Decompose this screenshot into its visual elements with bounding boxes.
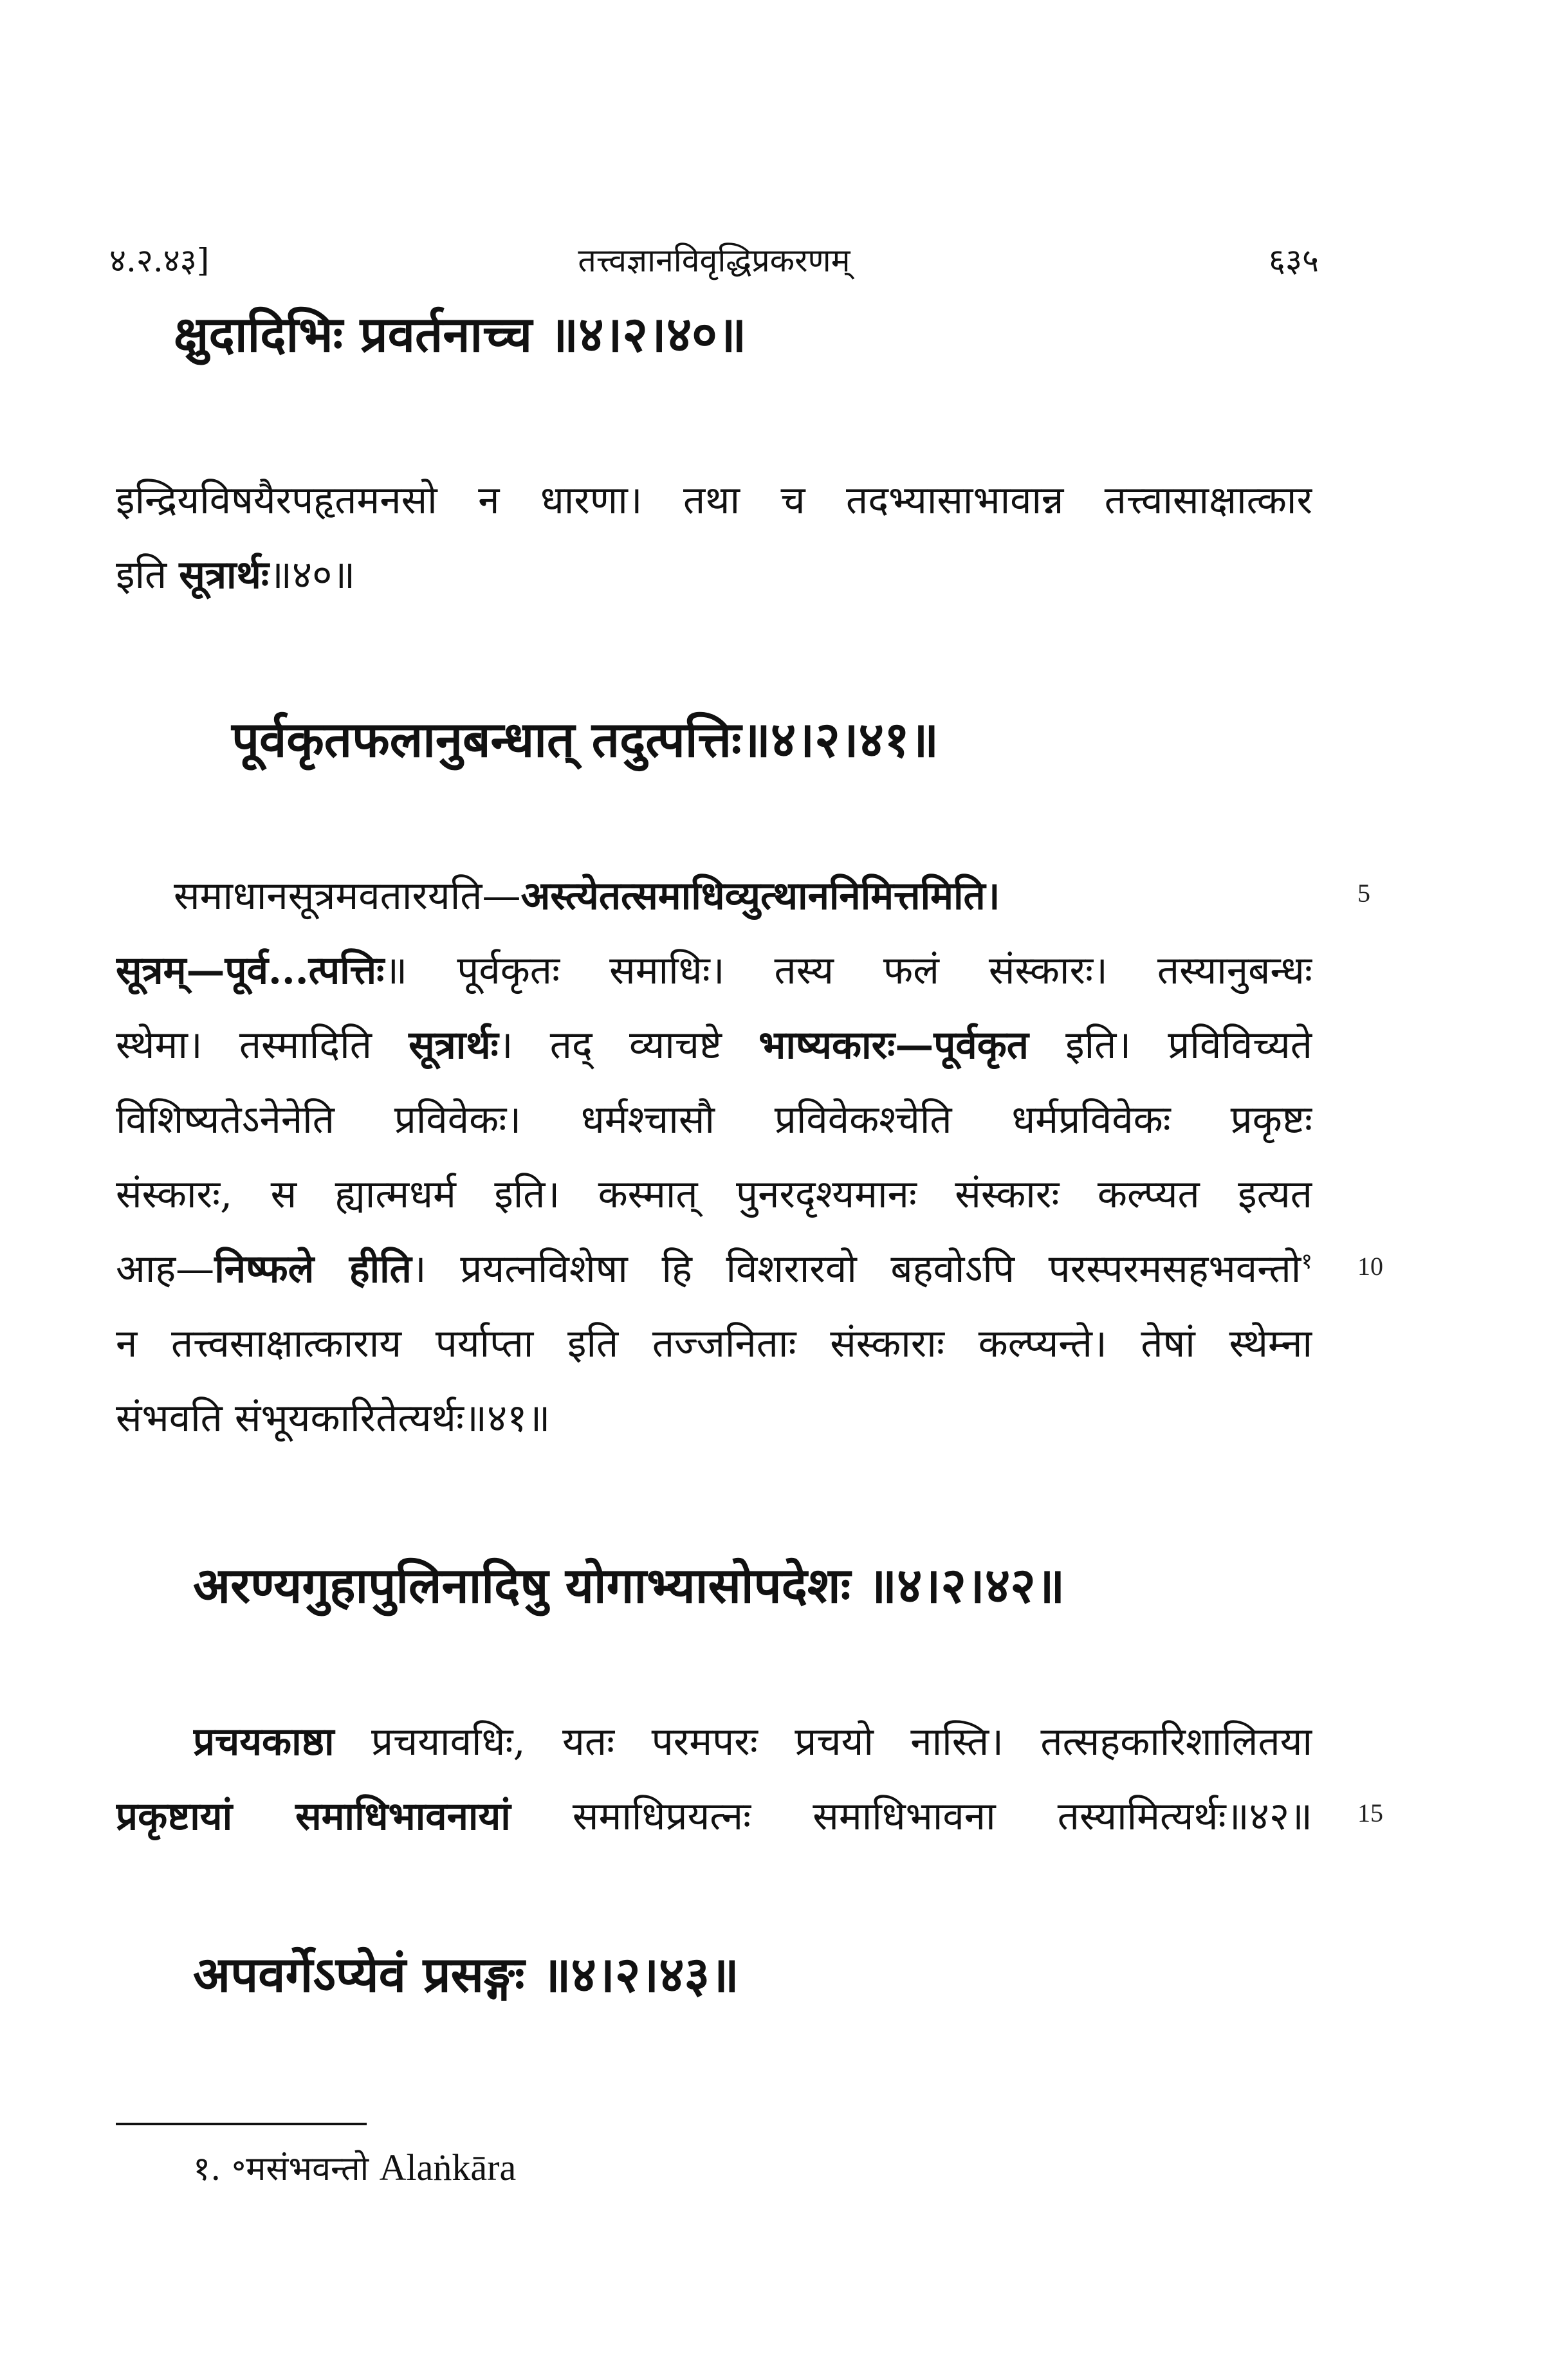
running-head: [109, 238, 1319, 283]
commentary-41-line-7: न तत्त्वसाक्षात्काराय पर्याप्ता इति तज्जनिताः संस्काराः कल्प्यन्ते। तेषां स्थेम्ना: [116, 1321, 1312, 1366]
commentary-40: [116, 463, 1312, 612]
line-number-10: 10: [1357, 1252, 1383, 1281]
sutra-4-2-43: अपवर्गेऽप्येवं प्रसङ्गः ॥४।२।४३॥: [193, 1946, 739, 2003]
text-run-bold: अस्त्येतत्समाधिव्युत्थाननिमित्तमिति।: [520, 874, 1000, 919]
commentary-41-line-3: [116, 1008, 1312, 1083]
text-run: समाधिप्रयत्नः समाधिभावना तस्यामित्यर्थः॥४२॥: [510, 1794, 1312, 1839]
commentary-41-line-4: विशिष्यतेऽनेनेति प्रविवेकः। धर्मश्चासौ प्रविवेकश्चेति धर्मप्रविवेकः प्रकृष्टः: [116, 1097, 1312, 1142]
footnote-text: ॰मसंभवन्तो: [232, 2150, 380, 2188]
commentary-41-line-5: संस्कारः, स ह्यात्मधर्म इति। कस्मात् पुनरदृश्यमानः संस्कारः कल्प्यत इत्यत: [116, 1172, 1312, 1217]
commentary-41-line-8: संभवति संभूयकारितेत्यर्थः॥४१॥: [116, 1396, 551, 1441]
line-number-5: 5: [1357, 879, 1370, 908]
text-run-bold: सूत्रार्थः: [179, 553, 269, 598]
text-run: आह—: [116, 1247, 215, 1292]
footnote-number: १.: [193, 2150, 232, 2188]
commentary-40-line-1: इन्द्रियविषयैरपहृतमनसो न धारणा। तथा च तदभ्यासाभावान्न तत्त्वासाक्षात्कार: [116, 478, 1312, 523]
commentary-42-line-2: [116, 1779, 1312, 1854]
footnote-1: [193, 2142, 516, 2195]
line-number-15: 15: [1357, 1799, 1383, 1827]
footnote-marker: १: [1301, 1249, 1312, 1274]
page-number: ६३५: [1269, 242, 1319, 279]
text-run: इति: [116, 553, 179, 598]
sutra-4-2-42: अरण्यगुहापुलिनादिषु योगाभ्यासोपदेशः ॥४।२।४२॥: [193, 1557, 1065, 1614]
text-run-bold: प्रकृष्टायां समाधिभावनायां: [116, 1794, 511, 1839]
text-run-bold: सूत्रम्—पूर्व...त्पत्तिः: [116, 948, 385, 993]
commentary-40-line-2: [116, 538, 1312, 612]
text-run-bold: भाष्यकारः—पूर्वकृत: [758, 1023, 1029, 1068]
footnote-source: Alaṅkāra: [379, 2147, 517, 2188]
text-run: प्रचयावधिः, यतः परमपरः प्रचयो नास्ति। तत्सहकारिशालितया: [334, 1719, 1312, 1764]
text-run: स्थेमा। तस्मादिति: [116, 1023, 409, 1068]
commentary-42-line-1: [193, 1705, 1312, 1779]
sutra-4-2-40: क्षुदादिभिः प्रवर्तनाच्च ॥४।२।४०॥: [174, 306, 747, 363]
running-head-section-ref: ४.२.४३]: [109, 242, 210, 279]
footnote-rule: [116, 2123, 367, 2125]
text-run-bold: सूत्रार्थः: [409, 1023, 499, 1068]
commentary-42-body: [116, 1779, 1312, 1854]
text-run: । तद् व्याचष्टे: [498, 1023, 759, 1068]
commentary-41-line-6: [116, 1232, 1312, 1306]
commentary-41-line-1: [174, 859, 1364, 933]
text-run: ॥ पूर्वकृतः समाधिः। तस्य फलं संस्कारः। तस्यानुबन्धः: [384, 948, 1312, 993]
sutra-4-2-41: पूर्वकृतफलानुबन्धात् तदुत्पत्तिः॥४।२।४१॥: [232, 711, 939, 768]
commentary-41: [174, 859, 1364, 933]
running-head-chapter-title: तत्त्वज्ञानविवृद्धिप्रकरणम्: [578, 242, 850, 279]
commentary-41-line-2: [116, 933, 1312, 1008]
commentary-41-body: [116, 933, 1312, 1456]
text-run-bold: निष्फले हीति: [214, 1247, 412, 1292]
text-run: इति। प्रविविच्यते: [1028, 1023, 1312, 1068]
text-run: । प्रयत्नविशेषा हि विशरारवो बहवोऽपि परस्परमसहभवन्तो: [411, 1247, 1301, 1292]
commentary-42: [193, 1705, 1312, 1779]
text-run-bold: प्रचयकाष्ठा: [193, 1719, 335, 1764]
text-run: ॥४०॥: [268, 553, 356, 598]
text-run: समाधानसूत्रमवतारयति—: [174, 874, 521, 919]
